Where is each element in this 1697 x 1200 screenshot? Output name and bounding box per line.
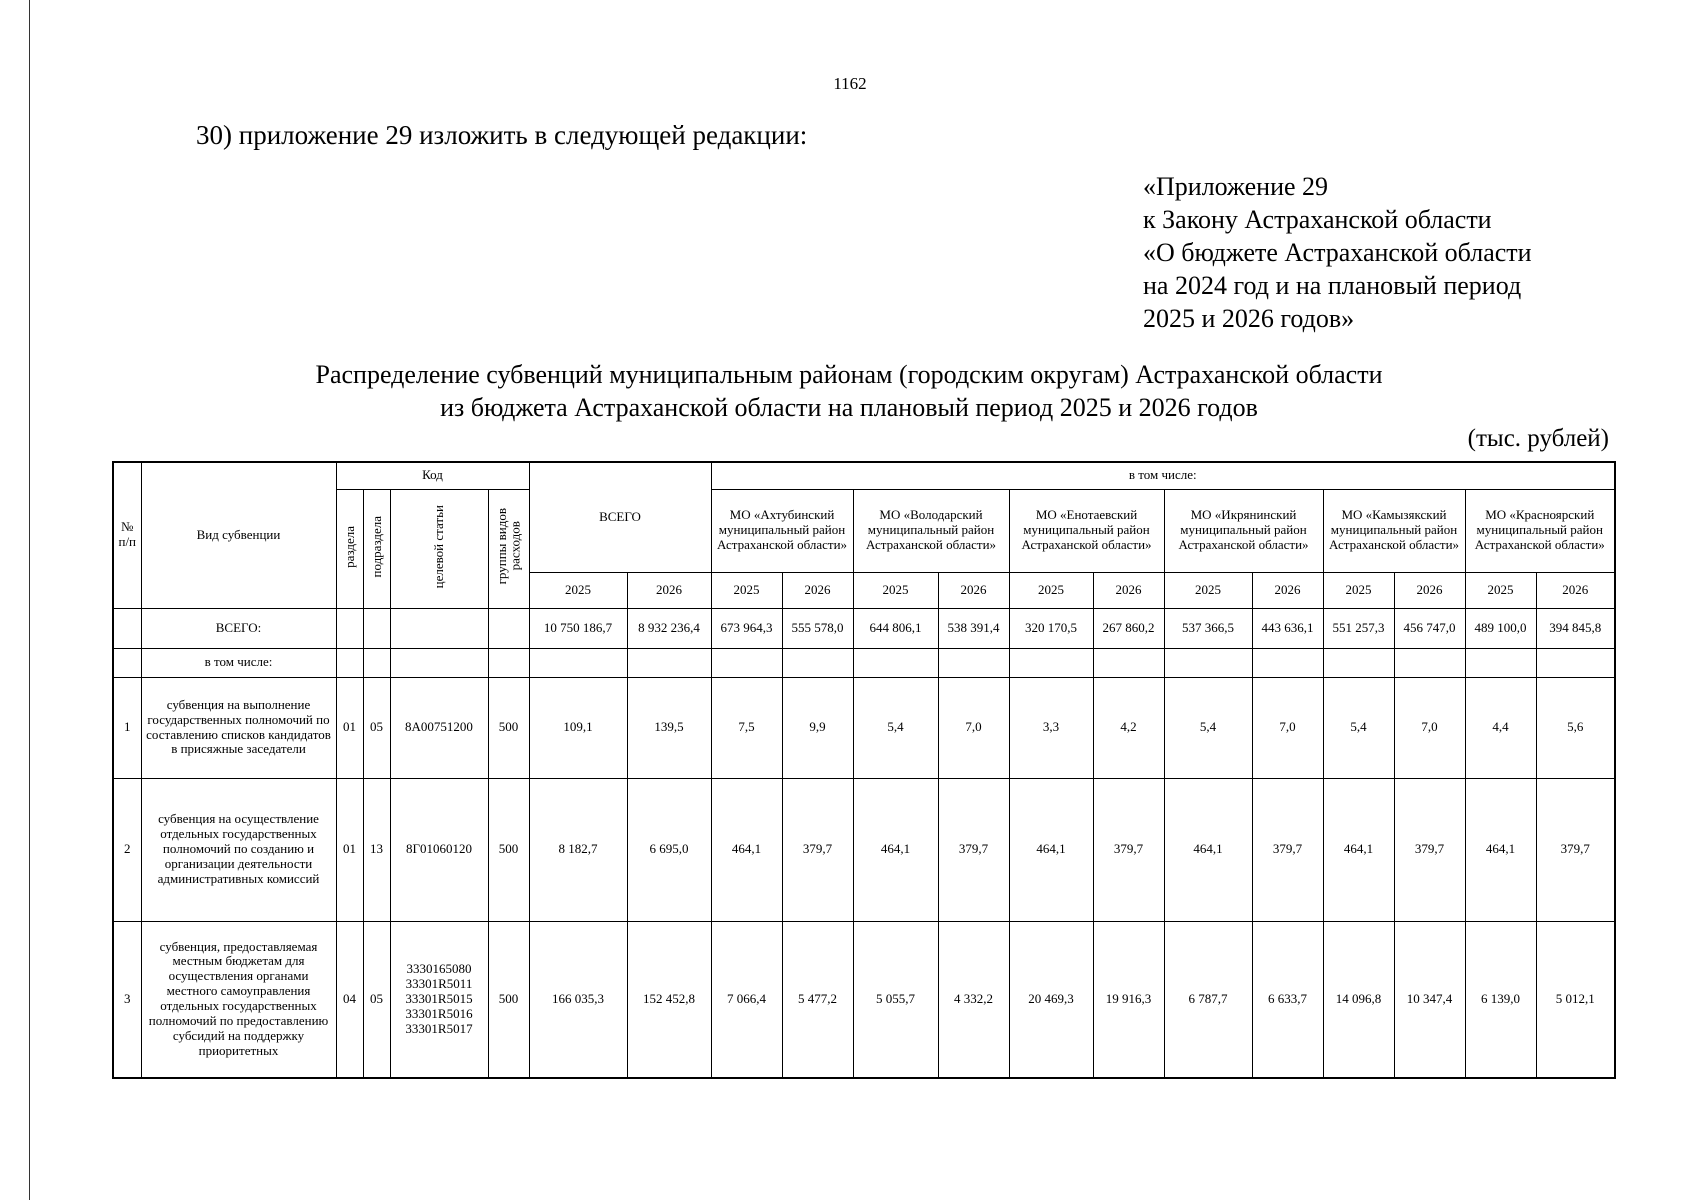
row-value: 5,4 (853, 677, 938, 778)
total-razdel (336, 608, 363, 648)
row-podrazdel: 05 (363, 677, 390, 778)
row-value: 20 469,3 (1009, 921, 1093, 1078)
row-value: 5,6 (1536, 677, 1615, 778)
row-tsel (390, 778, 488, 921)
row-value: 379,7 (1394, 778, 1465, 921)
row-value: 7,0 (938, 677, 1009, 778)
header-num (113, 462, 141, 608)
total-tsel (390, 608, 488, 648)
blank-cell (1093, 648, 1164, 677)
row-num: 2 (113, 778, 141, 921)
row-value: 152 452,8 (627, 921, 711, 1078)
title-line: из бюджета Астраханской области на плановый период 2025 и 2026 годов (440, 393, 1258, 422)
total-value: 456 747,0 (1394, 608, 1465, 648)
row-value: 464,1 (1009, 778, 1093, 921)
row-razdel: 01 (336, 778, 363, 921)
header-municipality: МО «Енотаевский муниципальный район Астраханской области» (1009, 489, 1164, 572)
blank-cell (627, 648, 711, 677)
intro-text: 30) приложение 29 изложить в следующей редакции: (196, 120, 808, 150)
row-value: 464,1 (1323, 778, 1394, 921)
row-value: 5 477,2 (782, 921, 853, 1078)
row-name: субвенция на выполнение государственных полномочий по составлению списков кандидатов в присяжные заседатели (141, 677, 336, 778)
total-podrazdel (363, 608, 390, 648)
header-vid (141, 462, 336, 608)
row-tsel (390, 677, 488, 778)
row-value: 3,3 (1009, 677, 1093, 778)
row-value: 464,1 (1164, 778, 1252, 921)
blank-cell (1323, 648, 1394, 677)
header-municipality: МО «Икрянинский муниципальный район Астраханской области» (1164, 489, 1323, 572)
header-municipality: МО «Володарский муниципальный район Астраханской области» (853, 489, 1009, 572)
header-gruppy-label (495, 508, 522, 584)
header-year: 2026 (782, 572, 853, 608)
row-value: 7 066,4 (711, 921, 782, 1078)
header-year: 2026 (1093, 572, 1164, 608)
subtotal-label-row (113, 648, 1615, 677)
total-label: ВСЕГО: (141, 608, 336, 648)
row-value: 379,7 (1536, 778, 1615, 921)
header-tsel-label: целевой статьи (431, 504, 447, 589)
header-razdel (336, 489, 363, 608)
in-that-number-label: в том числе: (141, 648, 336, 677)
row-value: 14 096,8 (1323, 921, 1394, 1078)
total-value: 538 391,4 (938, 608, 1009, 648)
row-tsel-code: 3330165080 (406, 960, 472, 976)
header-year: 2025 (711, 572, 782, 608)
blank-cell (363, 648, 390, 677)
blank-cell (488, 648, 529, 677)
header-row (113, 462, 1615, 489)
row-value: 4 332,2 (938, 921, 1009, 1078)
header-year: 2026 (938, 572, 1009, 608)
header-year: 2025 (853, 572, 938, 608)
header-municipality: МО «Красноярский муниципальный район Астраханской области» (1465, 489, 1615, 572)
blank-cell (1394, 648, 1465, 677)
header-razdel-label: раздела (341, 525, 357, 568)
row-value: 379,7 (938, 778, 1009, 921)
row-value: 7,0 (1394, 677, 1465, 778)
row-num: 1 (113, 677, 141, 778)
table-row (113, 921, 1615, 1078)
header-year: 2026 (1394, 572, 1465, 608)
row-tsel-code: 33301R5015 (405, 990, 473, 1006)
blank-cell (336, 648, 363, 677)
total-value: 8 932 236,4 (627, 608, 711, 648)
row-podrazdel: 05 (363, 921, 390, 1078)
row-name: субвенция на осуществление отдельных государственных полномочий по созданию и организации деятельности административных комиссий (141, 778, 336, 921)
blank-cell (1465, 648, 1536, 677)
row-value: 464,1 (853, 778, 938, 921)
page-number: 1162 (833, 74, 867, 93)
row-gruppa: 500 (488, 778, 529, 921)
row-value: 379,7 (1252, 778, 1323, 921)
row-name: субвенция, предоставляемая местным бюджетам для осуществления органами местного самоуправления отдельных государственных полномочий по предоставлению субсидий на поддержку приоритетных (141, 921, 336, 1078)
row-value: 139,5 (627, 677, 711, 778)
total-value: 489 100,0 (1465, 608, 1536, 648)
header-year: 2025 (529, 572, 627, 608)
row-value: 9,9 (782, 677, 853, 778)
row-value: 7,5 (711, 677, 782, 778)
header-year: 2025 (1465, 572, 1536, 608)
header-gruppy-line: группы видов (493, 508, 509, 585)
header-v-tom-chisle: в том числе: (711, 462, 1615, 489)
total-value: 555 578,0 (782, 608, 853, 648)
blank-cell (782, 648, 853, 677)
appendix-reference (1143, 170, 1532, 335)
row-value: 5,4 (1323, 677, 1394, 778)
row-tsel-code: 33301R5017 (405, 1020, 473, 1036)
row-podrazdel: 13 (363, 778, 390, 921)
row-value: 109,1 (529, 677, 627, 778)
header-vid-label: Вид субвенции (196, 526, 281, 542)
row-tsel-code: 8А00751200 (405, 719, 473, 735)
row-gruppa: 500 (488, 921, 529, 1078)
blank-cell (1536, 648, 1615, 677)
table-row (113, 677, 1615, 778)
row-value: 4,4 (1465, 677, 1536, 778)
total-value: 320 170,5 (1009, 608, 1093, 648)
header-year: 2025 (1009, 572, 1093, 608)
row-value: 6 633,7 (1252, 921, 1323, 1078)
total-value: 673 964,3 (711, 608, 782, 648)
header-gruppy (488, 489, 529, 608)
header-year: 2025 (1323, 572, 1394, 608)
header-year: 2026 (1536, 572, 1615, 608)
title-line: Распределение субвенций муниципальным районам (городским округам) Астраханской области (315, 360, 1383, 389)
header-municipality: МО «Ахтубинский муниципальный район Астраханской области» (711, 489, 853, 572)
header-kod: Код (336, 462, 529, 489)
appendix-line: «Приложение 29 (1143, 172, 1329, 201)
row-razdel: 04 (336, 921, 363, 1078)
header-row (113, 489, 1615, 572)
row-value: 8 182,7 (529, 778, 627, 921)
row-value: 464,1 (1465, 778, 1536, 921)
header-podrazdel (363, 489, 390, 608)
row-tsel-code: 33301R5011 (405, 975, 473, 991)
row-value: 6 139,0 (1465, 921, 1536, 1078)
header-gruppy-line: расходов (507, 521, 523, 572)
row-value: 5 055,7 (853, 921, 938, 1078)
row-value: 379,7 (1093, 778, 1164, 921)
blank-cell (1009, 648, 1093, 677)
appendix-line: к Закону Астраханской области (1143, 205, 1492, 234)
blank-cell (938, 648, 1009, 677)
header-num-label: № п/п (118, 519, 137, 550)
units-label: (тыс. рублей) (1467, 425, 1609, 452)
total-num (113, 608, 141, 648)
total-value: 551 257,3 (1323, 608, 1394, 648)
total-value: 267 860,2 (1093, 608, 1164, 648)
row-tsel-code: 33301R5016 (405, 1005, 473, 1021)
appendix-line: на 2024 год и на плановый период (1143, 271, 1522, 300)
row-value: 379,7 (782, 778, 853, 921)
row-num: 3 (113, 921, 141, 1078)
total-value: 644 806,1 (853, 608, 938, 648)
row-value: 7,0 (1252, 677, 1323, 778)
total-value: 394 845,8 (1536, 608, 1615, 648)
row-tsel-code: 8Г01060120 (405, 841, 472, 857)
row-value: 10 347,4 (1394, 921, 1465, 1078)
blank-cell (711, 648, 782, 677)
header-tsel (390, 489, 488, 608)
row-value: 5,4 (1164, 677, 1252, 778)
row-tsel (390, 921, 488, 1078)
header-year: 2026 (1252, 572, 1323, 608)
page-margin-line (29, 0, 30, 1200)
total-value: 537 366,5 (1164, 608, 1252, 648)
total-row (113, 608, 1615, 648)
blank-cell (529, 648, 627, 677)
table-row (113, 778, 1615, 921)
header-municipality: МО «Камызякский муниципальный район Астраханской области» (1323, 489, 1465, 572)
appendix-line: «О бюджете Астраханской области (1143, 238, 1532, 267)
header-year: 2026 (627, 572, 711, 608)
row-value: 6 787,7 (1164, 921, 1252, 1078)
appendix-line: 2025 и 2026 годов» (1143, 304, 1355, 333)
blank-cell (113, 648, 141, 677)
row-value: 166 035,3 (529, 921, 627, 1078)
total-value: 443 636,1 (1252, 608, 1323, 648)
subventions-table (112, 461, 1616, 1079)
row-value: 4,2 (1093, 677, 1164, 778)
row-value: 5 012,1 (1536, 921, 1615, 1078)
total-value: 10 750 186,7 (529, 608, 627, 648)
header-year: 2025 (1164, 572, 1252, 608)
header-podrazdel-label: подраздела (368, 515, 384, 578)
blank-cell (390, 648, 488, 677)
header-vsego: ВСЕГО (529, 462, 711, 572)
document-title (60, 358, 1638, 424)
row-value: 6 695,0 (627, 778, 711, 921)
row-value: 19 916,3 (1093, 921, 1164, 1078)
blank-cell (853, 648, 938, 677)
row-gruppa: 500 (488, 677, 529, 778)
row-value: 464,1 (711, 778, 782, 921)
row-razdel: 01 (336, 677, 363, 778)
blank-cell (1252, 648, 1323, 677)
total-gruppa (488, 608, 529, 648)
blank-cell (1164, 648, 1252, 677)
